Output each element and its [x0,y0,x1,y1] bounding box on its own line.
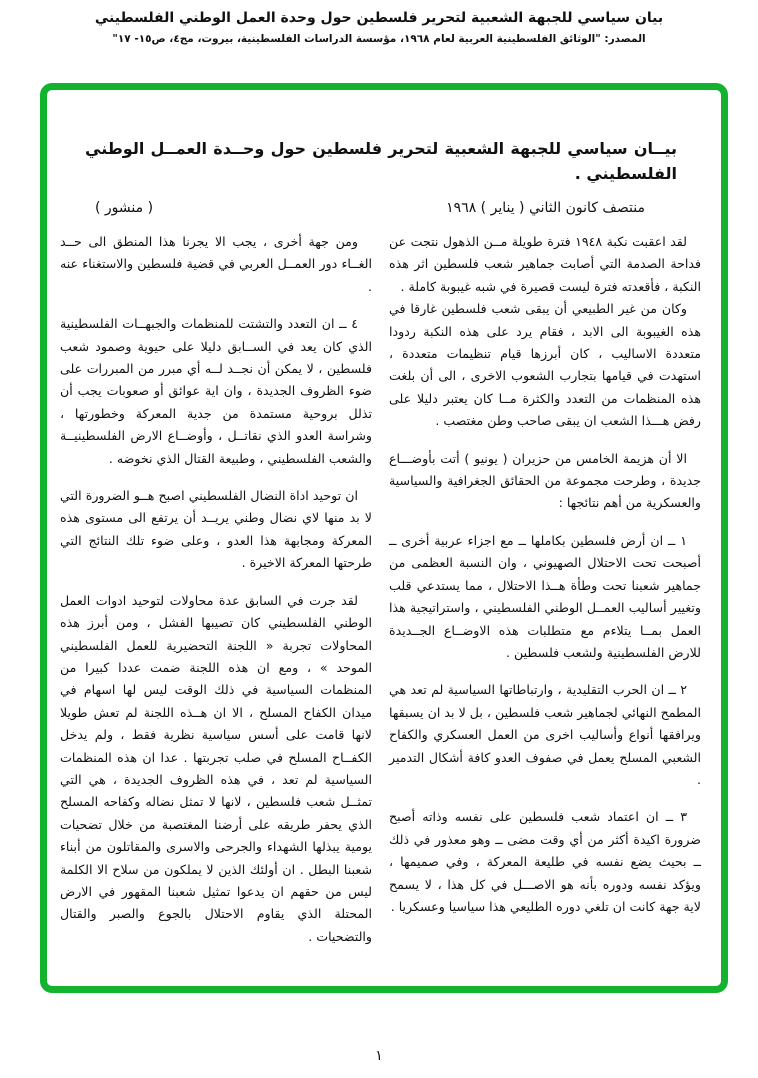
paragraph-point-2: ٢ ــ ان الحرب التقليدية ، وارتباطاتها السياسية لم تعد هي المطمح النهائي لجماهير شعب فلسطين ، بل لا بد ان يسبقها ويرافقها أنواع وأساليب اخرى من العمل العسكري والكفاح الشعبي المسلح يعمل في صفوف العدو كافة أشكال التدمير . [389,682,701,787]
column-right [389,231,701,963]
date-row [95,200,645,216]
paragraph-nakba: لقد اعقبت نكبة ١٩٤٨ فترة طويلة مــن الذهول نتجت عن فداحة الصدمة التي أصابت جماهير شعب فلسطين اثر هذه النكبة ، فأقعدته فترة ليست قصيرة في شبه غيبوبة كاملة . [389,234,701,294]
page-number: ١ [375,1048,383,1064]
published-note: ( منشور ) [95,200,154,216]
paragraph-past-attempts: لقد جرت في السابق عدة محاولات لتوحيد ادوات العمل الوطني الفلسطيني كان تصيبها الفشل ، ومن أبرز هذه المحاولات تجربة « اللجنة التحضيرية للعمل الفلسطيني الموحد » ، ومع ان هذه اللجنة ضمت عددا كبيرا من المنظمات السياسية في ذلك الوقت ليس لها اسهام في ميدان الكفاح المسلح ، الا ان هــذه اللجنة لم تعش طويلا لانها قامت على أسس سياسية نظرية فقط ، ولم يدخل الكفــاح المسلح في صلب تجربتها . عدا ان هذه المنظمات السياسية لم تعد ، في هذه الظروف الجديدة ، هي التي تمثــل شعب فلسطين ، لانها لا تمثل نضاله وكفاحه المسلح الذي يحفر طريقه على أرضنا المغتصبة من خلال تضحيات يومية يبذلها الشهداء والجرحى والاسرى والمقاتلون من أبناء شعبنا البطل . ان أولئك الذين لا يملكون من سلاح الا الكلمة ليس من حقهم ان يدعوا تمثيل شعبنا المقهور في الارض المحتلة الذي يقاوم الاحتلال بالجوع والصبر والقتال والتضحيات . [60,592,372,944]
page-header [0,10,758,45]
header-title: بيان سياسي للجبهة الشعبية لتحرير فلسطين حول وحدة العمل الوطني الفلسطيني [94,10,664,26]
paragraph-june-defeat: الا أن هزيمة الخامس من حزيران ( يونيو ) أتت بأوضـــاع جديدة ، وطرحت مجموعة من الحقائق الجغرافية والسياسية والعسكرية من أهم نتائجها : [389,450,701,511]
header-source-citation: المصدر: "الوثائق الفلسطينية العربية لعام ١٩٦٨، مؤسسة الدراسات الفلسطينية، بيروت، مج٤، ص١٥- ١٧" [112,33,646,45]
document-frame [40,83,728,993]
column-left [60,231,372,963]
body-columns [60,231,701,963]
paragraph-point-4: ٤ ــ ان التعدد والتشتت للمنظمات والجبهــات الفلسطينية الذي كان يعد في الســابق دليلا على حيوية وصمود شعب فلسطين ، لا يمكن أن نجــد لــه أي مبرر من المبررات على ضوء الظروف الجديدة ، وان اية عوائق أو صعوبات يجب أن تذلل بروحية مستمدة من جدية المعركة وخطورتها ، وشراسة العدو الذي نقاتــل ، وأوضــاع الارض الفلسطينيــة والشعب الفلسطيني ، وطبيعة القتال الذي نخوضه . [60,316,372,466]
document-title: بيــان سياسي للجبهة الشعبية لتحرير فلسطين حول وحــدة العمــل الوطني الفلسطيني . [85,139,677,183]
paragraph-responses: وكان من غير الطبيعي أن يبقى شعب فلسطين غارقا في هذه الغيبوبة الى الابد ، فقام يرد على هذه النكبة ردودا متعددة الاساليب ، كان أبرزها قيام تنظيمات متعددة ، استهدت في قيامها بتجارب الشعوب الاخرى ، الى أن بلغت هذه المنظمات من التعدد والكثرة مــا كان يعتبر دليلا على رفض هـــذا الشعب ان يبقى صاحب وطن مغتصب . [389,301,701,429]
paragraph-point-1: ١ ــ ان أرض فلسطين بكاملها ــ مع اجزاء عربية أخرى ــ أصبحت تحت الاحتلال الصهيوني ، وان النسبة العظمى من جماهير شعبنا تحت وطأة هــذا الاحتلال ، مما يستدعي قلب وتغيير أساليب العمــل الوطني الفلسطيني ، واستراتيجية هذا العمل بمــا يتلاءم مع متطلبات هذه الاوضــاع الجــديدة للارض الفلسطينية ولشعب فلسطين . [389,532,701,660]
document-date: منتصف كانون الثاني ( يناير ) ١٩٦٨ [446,200,645,216]
paragraph-unification: ان توحيد اداة النضال الفلسطيني اصبح هــو الضرورة التي لا بد منها لاي نضال وطني يريــد أن يرتفع الى مستوى هذه المعركة ومجابهة هذا العدو ، وعلى ضوء تلك النتائج التي طرحتها المعركة الاخيرة . [60,488,372,571]
paragraph-point-3: ٣ ــ ان اعتماد شعب فلسطين على نفسه وذاته أصبح ضرورة اكيدة أكثر من أي وقت مضى ــ وهو معذور في ذلك ــ بحيث يضع نفسه في طليعة المعركة ، وفي صميمها ، ويؤكد نفسه ودوره بأنه هو الاصـــل في كل هذا ، لا يسمح لاية جهة كانت ان تلغي دوره الطليعي هذا سياسيا وعسكريا . [389,809,701,914]
paragraph-arab-role: ومن جهة أخرى ، يجب الا يجرنا هذا المنطق الى حــد الغــاء دور العمــل العربي في قضية فلسطين والاستغناء عنه . [60,234,372,294]
